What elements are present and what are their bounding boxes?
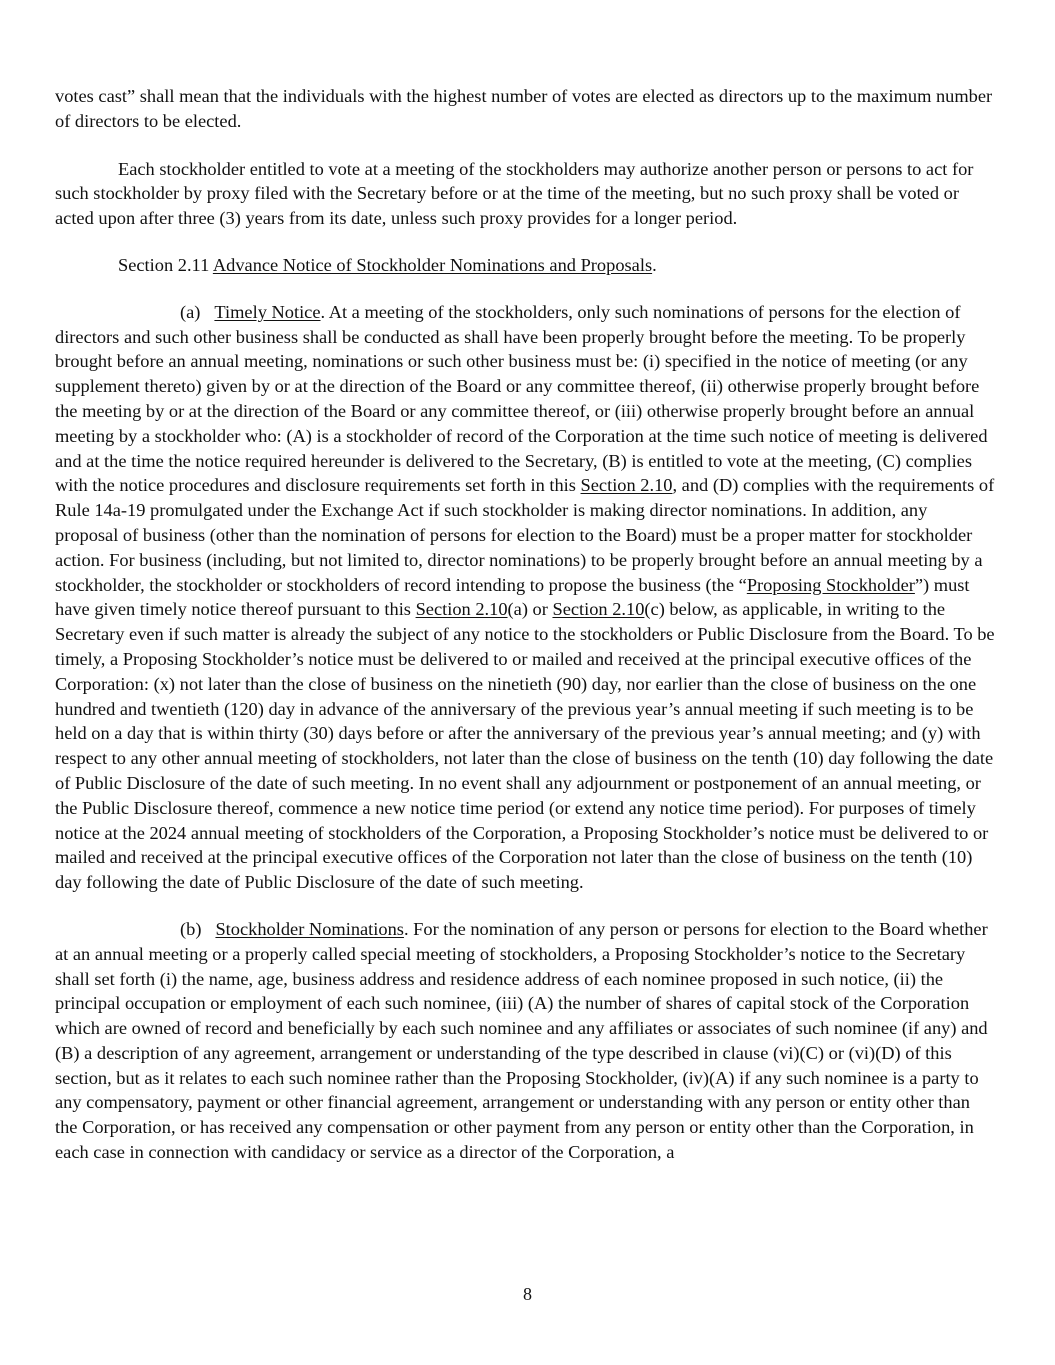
paragraph-votes-cast (55, 84, 995, 134)
section-number: Section 2.11 (118, 254, 210, 275)
paragraph-text: Each stockholder entitled to vote at a meeting of the stockholders may authorize another person or persons to act for such stockholder by proxy filed with the Secretary before or at the time of the meeting, but no such proxy shall be voted or acted upon after three (3) years from its date, unless such proxy provides for a longer period. (55, 158, 974, 229)
clause-text-part: . At a meeting of the stockholders, only such nominations of persons for the election of directors and such other business shall be conducted as shall have been properly brought before the meeting. To be properly brought before an annual meeting, nominations or such other business must be: (i) specified in the notice of meeting (or any supplement thereto) given by or at the direction of the Board or any committee thereof, (ii) otherwise properly brought before the meeting by or at the direction of the Board or any committee thereof, or (iii) otherwise properly brought before an annual meeting by a stockholder who: (A) is a stockholder of record of the Corporation at the time such notice of meeting is delivered and at the time the notice required hereunder is delivered to the Secretary, (B) is entitled to vote at the meeting, (C) complies with the notice procedures and disclosure requirements set forth in this (55, 301, 988, 496)
clause-heading: Stockholder Nominations (215, 918, 404, 939)
paragraph-text: votes cast” shall mean that the individuals with the highest number of votes are elected as directors up to the maximum number of directors to be elected. (55, 86, 993, 131)
clause-marker: (b) (180, 918, 202, 939)
clause-text-part: ”) must have given timely notice thereof pursuant to this (55, 574, 970, 620)
clause-text-part: (c) below, as applicable, in writing to the Secretary even if such matter is already the subject of any notice to the stockholders or Public Disclosure from the Board. To be timely, a Proposing Stockholder’s notice must be delivered to or mailed and received at the principal executive offices of the Corporation: (x) not later than the close of business on the ninetieth (90) day, nor earlier than the close of business on the one hundred and twentieth (120) day in advance of the anniversary of the previous year’s annual meeting if such meeting is to be held on a day that is within thirty (30) days before or after the anniversary of the previous year’s annual meeting; and (y) with respect to any other annual meeting of stockholders, not later than the close of business on the tenth (10) day following the date of Public Disclosure of the date of such meeting. In no event shall any adjournment or postponement of an annual meeting, or the Public Disclosure thereof, commence a new notice time period (or extend any notice time period). For purposes of timely notice at the 2024 annual meeting of stockholders of the Corporation, a Proposing Stockholder’s notice must be delivered to or mailed and received at the principal executive offices of the Corporation not later than the close of business on the tenth (10) day following the date of Public Disclosure of the date of such meeting. (55, 599, 995, 893)
page-number: 8 (523, 1284, 532, 1304)
clause-text-part: , and (D) complies with the requirements of Rule 14a-19 promulgated under the Exchange Act if such stockholder is making director nominations. In addition, any proposal of business (other than the nomination of persons for election to the Board) must be a proper matter for stockholder action. For business (including, but not limited to, director nominations) to be properly brought before an annual meeting by a stockholder, the stockholder or stockholders of record intending to propose the business (the “ (55, 475, 995, 595)
clause-text-part: (a) or (507, 599, 553, 620)
defined-term: Proposing Stockholder (746, 574, 915, 595)
section-heading (55, 253, 995, 278)
paragraph-timely-notice (55, 300, 995, 895)
clause-marker: (a) (180, 301, 201, 322)
paragraph-proxy (55, 157, 995, 231)
section-title: Advance Notice of Stockholder Nominations and Proposals (212, 254, 653, 275)
clause-text: . For the nomination of any person or persons for election to the Board whether at an annual meeting or a properly called special meeting of stockholders, a Proposing Stockholder’s notice to the Secretary shall set forth (i) the name, age, business address and residence address of each nominee proposed in such notice, (ii) the principal occupation or employment of each such nominee, (iii) (A) the number of shares of capital stock of the Corporation which are owned of record and beneficially by each such nominee and any affiliates or associates of such nominee (if any) and (B) a description of any agreement, arrangement or understanding of the type described in clause (vi)(C) or (vi)(D) of this section, but as it relates to each such nominee rather than the Proposing Stockholder, (iv)(A) if any such nominee is a party to any compensatory, payment or other financial agreement, arrangement or understanding with any person or entity other than the Corporation, or has received any compensation or other payment from any person or entity other than the Corporation, in each case in connection with candidacy or service as a director of the Corporation, a (55, 918, 988, 1163)
clause-heading: Timely Notice (214, 301, 321, 322)
section-reference: Section 2.10 (552, 599, 645, 620)
section-reference: Section 2.10 (580, 475, 673, 496)
document-body (55, 84, 995, 1165)
section-title-period: . (652, 254, 657, 275)
section-reference: Section 2.10 (415, 599, 508, 620)
paragraph-stockholder-nominations (55, 917, 995, 1165)
